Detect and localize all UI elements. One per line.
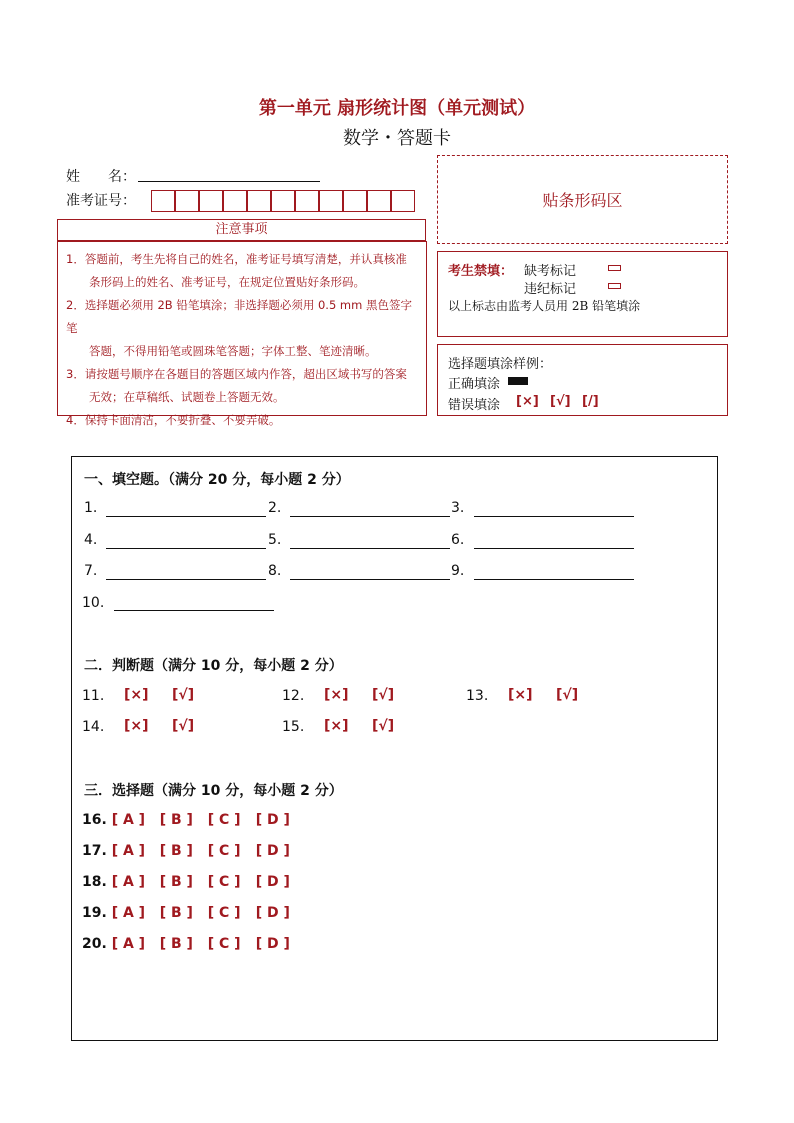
answer-line[interactable] — [106, 579, 266, 580]
mc-option-d[interactable]: [ D ] — [255, 905, 290, 921]
notice-line: 4．保持卡面清洁，不要折叠、不要弄破。 — [66, 413, 281, 427]
mc-option-d[interactable]: [ D ] — [255, 843, 290, 859]
id-digit-box[interactable] — [151, 190, 175, 212]
sample-box — [437, 344, 728, 416]
tf-false-option[interactable]: [×] — [508, 687, 533, 703]
page-title: 第一单元 扇形统计图（单元测试） — [258, 98, 536, 119]
id-digit-box[interactable] — [175, 190, 199, 212]
id-digit-box[interactable] — [343, 190, 367, 212]
tf-true-option[interactable]: [√] — [172, 687, 195, 703]
answer-line[interactable] — [474, 548, 634, 549]
mc-number: 20. — [82, 936, 107, 952]
section3-title: 三．选择题（满分 10 分，每小题 2 分） — [84, 783, 343, 799]
barcode-label: 贴条形码区 — [542, 191, 623, 210]
id-digit-box[interactable] — [199, 190, 223, 212]
correct-label: 正确填涂 — [448, 377, 501, 392]
wrong-mark: [√] — [550, 394, 571, 409]
forbid-label: 考生禁填： — [448, 264, 514, 279]
tf-number: 11. — [82, 688, 105, 704]
notice-line: 2．选择题必须用 2B 铅笔填涂；非选择题必须用 0.5 mm 黑色签字笔 — [66, 298, 412, 335]
id-digit-box[interactable] — [391, 190, 415, 212]
fill-number: 3. — [451, 500, 465, 516]
notice-line: 条形码上的姓名、准考证号，在规定位置贴好条形码。 — [66, 275, 365, 289]
tf-false-option[interactable]: [×] — [324, 718, 349, 734]
id-digit-box[interactable] — [319, 190, 343, 212]
fill-number: 5. — [268, 532, 282, 548]
wrong-mark: [×] — [516, 394, 539, 409]
fill-number: 8. — [268, 563, 282, 579]
tf-true-option[interactable]: [√] — [172, 718, 195, 734]
tf-true-option[interactable]: [√] — [372, 687, 395, 703]
tf-true-option[interactable]: [√] — [556, 687, 579, 703]
section1-title: 一、填空题。（满分 20 分，每小题 2 分） — [84, 472, 350, 488]
mc-number: 19. — [82, 905, 107, 921]
answer-line[interactable] — [106, 516, 266, 517]
fill-number: 7. — [84, 563, 98, 579]
id-digit-box[interactable] — [247, 190, 271, 212]
mc-number: 16. — [82, 812, 107, 828]
tf-number: 12. — [282, 688, 305, 704]
tf-true-option[interactable]: [√] — [372, 718, 395, 734]
tf-false-option[interactable]: [×] — [124, 687, 149, 703]
fill-number: 1. — [84, 500, 98, 516]
mc-option-a[interactable]: [ A ] — [111, 905, 146, 921]
mc-row — [82, 812, 304, 828]
notice-box — [57, 241, 427, 427]
mc-number: 18. — [82, 874, 107, 890]
id-digit-box[interactable] — [295, 190, 319, 212]
mc-number: 17. — [82, 843, 107, 859]
wrong-label: 错误填涂 — [448, 398, 501, 413]
mc-option-a[interactable]: [ A ] — [111, 843, 146, 859]
absent-label: 缺考标记 — [524, 264, 577, 279]
violation-mark-box[interactable] — [608, 283, 621, 289]
filled-mark-icon — [508, 377, 528, 385]
examiner-marks-box — [437, 251, 728, 337]
notice-line: 无效；在草稿纸、试题卷上答题无效。 — [66, 390, 285, 404]
fill-number: 10. — [82, 595, 105, 611]
mc-option-b[interactable]: [ B ] — [159, 843, 193, 859]
tf-number: 14. — [82, 719, 105, 735]
fill-number: 6. — [451, 532, 465, 548]
barcode-area — [437, 155, 728, 244]
answer-line[interactable] — [290, 579, 450, 580]
mc-option-a[interactable]: [ A ] — [111, 812, 146, 828]
mc-row — [82, 843, 304, 859]
answer-line[interactable] — [290, 548, 450, 549]
mc-option-d[interactable]: [ D ] — [255, 874, 290, 890]
sample-title: 选择题填涂样例： — [448, 357, 553, 372]
id-digit-box[interactable] — [367, 190, 391, 212]
answer-line[interactable] — [106, 548, 266, 549]
wrong-mark: [/] — [582, 394, 599, 409]
mc-row — [82, 905, 304, 921]
notice-line: 答题，不得用铅笔或圆珠笔答题；字体工整、笔迹清晰。 — [66, 344, 377, 358]
answer-line[interactable] — [114, 610, 274, 611]
notice-line: 1．答题前，考生先将自己的姓名，准考证号填写清楚，并认真核准 — [66, 252, 407, 266]
tf-false-option[interactable]: [×] — [124, 718, 149, 734]
absent-mark-box[interactable] — [608, 265, 621, 271]
notice-line: 3．请按题号顺序在各题目的答题区域内作答，超出区域书写的答案 — [66, 367, 407, 381]
mc-option-b[interactable]: [ B ] — [159, 812, 193, 828]
mc-row — [82, 874, 304, 890]
mc-option-b[interactable]: [ B ] — [159, 936, 193, 952]
violation-label: 违纪标记 — [524, 282, 577, 297]
fill-number: 4. — [84, 532, 98, 548]
name-field[interactable] — [138, 165, 320, 182]
mc-option-d[interactable]: [ D ] — [255, 936, 290, 952]
fill-number: 2. — [268, 500, 282, 516]
answer-line[interactable] — [474, 516, 634, 517]
notice-title: 注意事项 — [57, 219, 426, 241]
mc-row — [82, 936, 304, 952]
tf-number: 13. — [466, 688, 489, 704]
id-digit-box[interactable] — [223, 190, 247, 212]
answer-line[interactable] — [474, 579, 634, 580]
answer-line[interactable] — [290, 516, 450, 517]
mc-option-c[interactable]: [ C ] — [207, 905, 241, 921]
mc-option-b[interactable]: [ B ] — [159, 874, 193, 890]
mc-option-c[interactable]: [ C ] — [207, 843, 241, 859]
id-digit-box[interactable] — [271, 190, 295, 212]
mc-option-d[interactable]: [ D ] — [255, 812, 290, 828]
answer-area — [71, 456, 718, 1041]
page-subtitle: 数学・答题卡 — [343, 128, 451, 149]
mc-option-c[interactable]: [ C ] — [207, 874, 241, 890]
mc-option-b[interactable]: [ B ] — [159, 905, 193, 921]
mc-option-c[interactable]: [ C ] — [207, 812, 241, 828]
tf-false-option[interactable]: [×] — [324, 687, 349, 703]
id-label: 准考证号： — [66, 193, 136, 209]
tf-number: 15. — [282, 719, 305, 735]
forbid-note: 以上标志由监考人员用 2B 铅笔填涂 — [448, 299, 641, 313]
mc-option-c[interactable]: [ C ] — [207, 936, 241, 952]
section2-title: 二．判断题（满分 10 分，每小题 2 分） — [84, 658, 343, 674]
name-label: 姓 名： — [66, 169, 136, 185]
mc-option-a[interactable]: [ A ] — [111, 936, 146, 952]
fill-number: 9. — [451, 563, 465, 579]
mc-option-a[interactable]: [ A ] — [111, 874, 146, 890]
